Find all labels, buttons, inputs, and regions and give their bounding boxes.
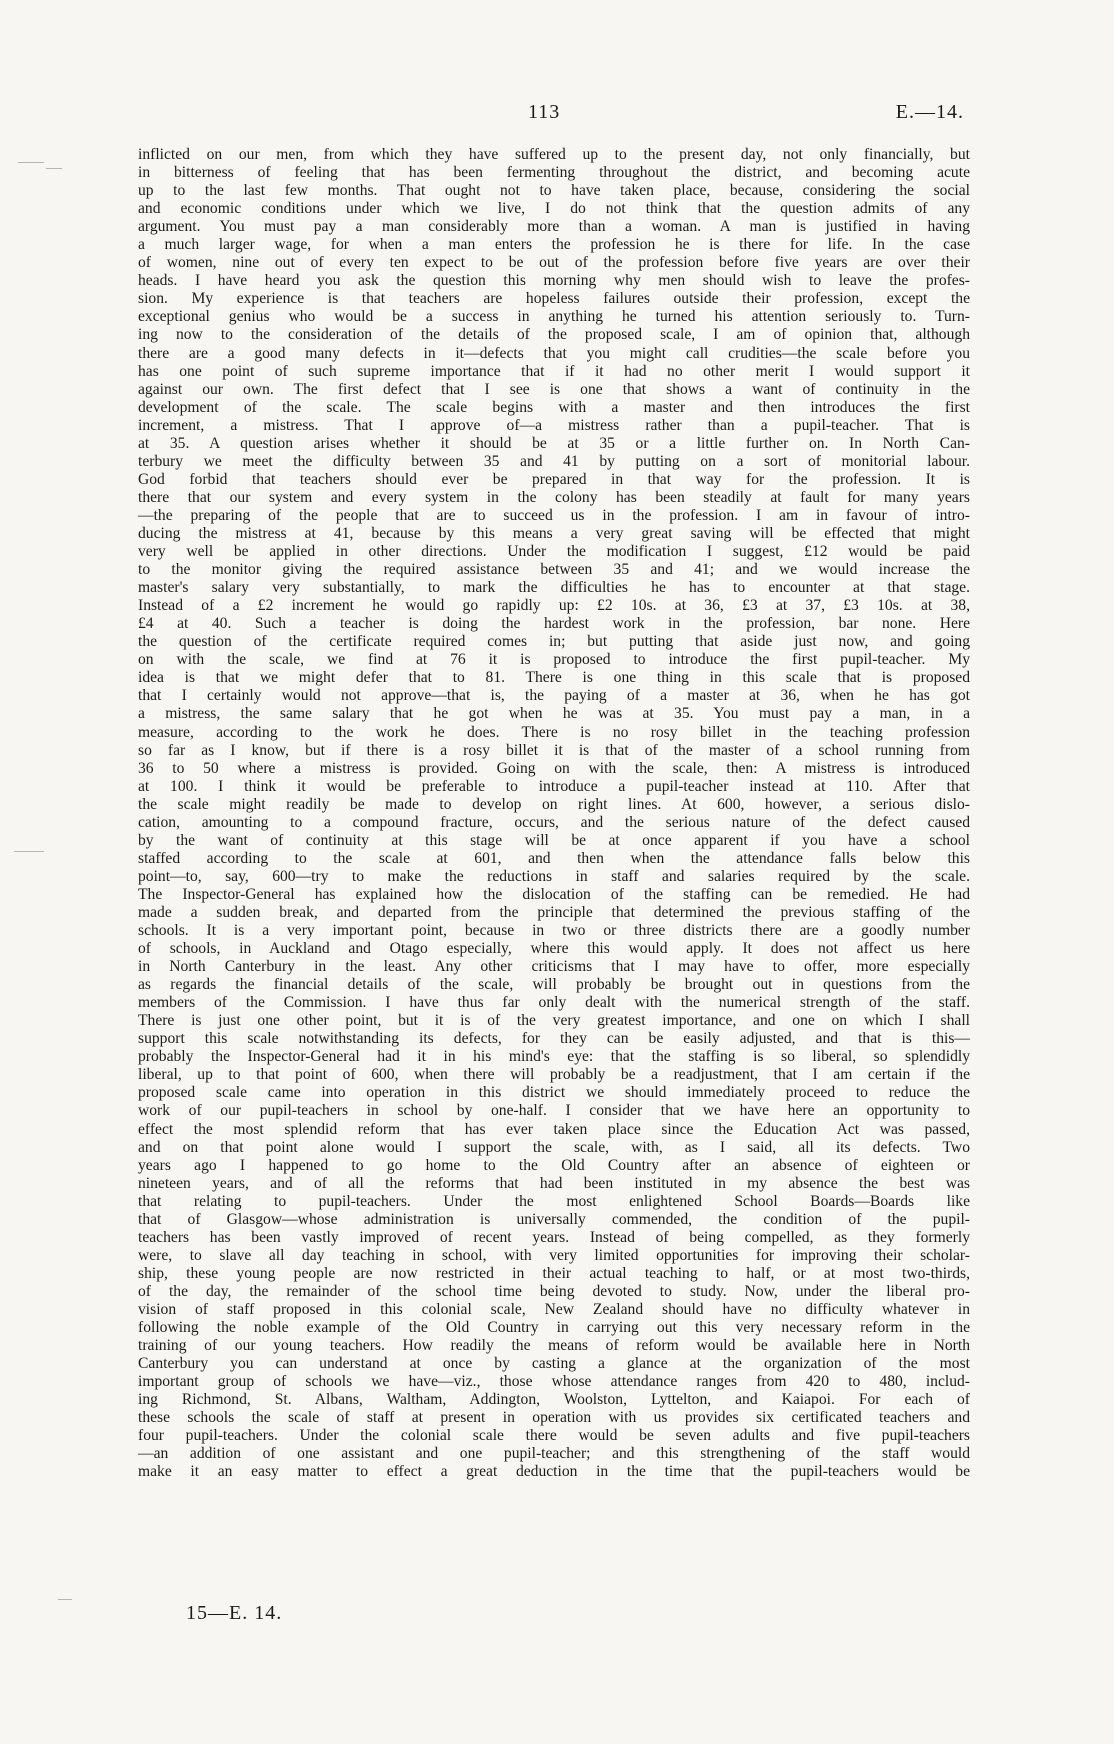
text-line: argument. You must pay a man considerably more than a woman. A man is justified in having [138,218,970,236]
text-line: God forbid that teachers should ever be prepared in that way for the profession. It is [138,470,970,488]
text-line: development of the scale. The scale begins with a master and then introduces the first [138,398,970,416]
text-line: 36 to 50 where a mistress is provided. Going on with the scale, then: A mistress is introduced [138,759,970,777]
document-reference: E.—14. [895,101,964,123]
text-line: at 35. A question arises whether it should be at 35 or a little further on. In North Can- [138,434,970,452]
text-line: ing Richmond, St. Albans, Waltham, Addington, Woolston, Lyttelton, and Kaiapoi. For each of [138,1391,970,1409]
page-number: 113 [528,101,561,123]
text-line: very well be applied in other directions. Under the modification I suggest, £12 would be paid [138,543,970,561]
text-line: ship, these young people are now restricted in their actual teaching to half, or at most two-thirds, [138,1264,970,1282]
text-line: heads. I have heard you ask the question this morning why men should wish to leave the profes- [138,272,970,290]
text-line: made a sudden break, and departed from the principle that determined the previous staffing of the [138,903,970,921]
text-line: in bitterness of feeling that has been fermenting throughout the district, and becoming acute [138,164,970,182]
margin-mark [58,1599,72,1600]
text-line: cation, amounting to a compound fracture, occurs, and the serious nature of the defect caused [138,813,970,831]
text-line: as regards the financial details of the scale, will probably be brought out in questions from the [138,976,970,994]
text-line: at 100. I think it would be preferable to introduce a pupil-teacher instead at 110. After that [138,777,970,795]
text-line: Canterbury you can understand at once by casting a glance at the organization of the most [138,1355,970,1373]
text-line: There is just one other point, but it is of the very greatest importance, and one on which I shall [138,1012,970,1030]
text-line: The Inspector-General has explained how the dislocation of the staffing can be remedied. He had [138,885,970,903]
printer-signature: 15—E. 14. [186,1602,283,1624]
text-line: training of our young teachers. How readily the means of reform would be available here in North [138,1337,970,1355]
text-line: of women, nine out of every ten expect to be out of the profession before five years are over their [138,254,970,272]
text-line: the scale might readily be made to develop on right lines. At 600, however, a serious dislo- [138,795,970,813]
text-line: ducing the mistress at 41, because by this means a very great saving will be effected that might [138,524,970,542]
text-line: idea is that we might defer that to 81. There is one thing in this scale that is proposed [138,669,970,687]
text-line: and economic conditions under which we live, I do not think that the question admits of any [138,200,970,218]
text-line: on with the scale, we find at 76 it is proposed to introduce the first pupil-teacher. My [138,651,970,669]
text-line: and on that point alone would I support the scale, with, as I said, all its defects. Two [138,1138,970,1156]
text-line: against our own. The first defect that I see is one that shows a want of continuity in the [138,380,970,398]
text-line: of schools, in Auckland and Otago especially, where this would apply. It does not affect us here [138,940,970,958]
text-line: up to the last few months. That ought not to have taken place, because, considering the social [138,182,970,200]
text-line: that relating to pupil-teachers. Under the most enlightened School Boards—Boards like [138,1192,970,1210]
text-line: nineteen years, and of all the reforms that had been instituted in my absence the best was [138,1174,970,1192]
text-line: members of the Commission. I have thus far only dealt with the numerical strength of the staff. [138,994,970,1012]
text-line: schools. It is a very important point, because in two or three districts there are a goodly number [138,922,970,940]
text-line: terbury we meet the difficulty between 35 and 41 by putting on a sort of monitorial labour. [138,452,970,470]
text-line: —the preparing of the people that are to succeed us in the profession. I am in favour of intro- [138,506,970,524]
text-line: a mistress, the same salary that he got when he was at 35. You must pay a man, in a [138,705,970,723]
text-line: £4 at 40. Such a teacher is doing the hardest work in the profession, bar none. Here [138,615,970,633]
text-line: years ago I happened to go home to the Old Country after an absence of eighteen or [138,1156,970,1174]
text-line: that I certainly would not approve—that is, the paying of a master at 36, when he has got [138,687,970,705]
text-line: ing now to the consideration of the details of the proposed scale, I am of opinion that, although [138,326,970,344]
text-line: teachers has been vastly improved of recent years. Instead of being compelled, as they formerly [138,1228,970,1246]
body-text [138,146,970,1481]
text-line: point—to, say, 600—try to make the reductions in staff and salaries required by the scale. [138,867,970,885]
text-line: has one point of such supreme importance that if it had no other merit I would support it [138,362,970,380]
text-line: a much larger wage, for when a man enters the profession he is there for life. In the case [138,236,970,254]
text-line: support this scale notwithstanding its defects, for they can be easily adjusted, and that is this— [138,1030,970,1048]
text-line: by the want of continuity at this stage will be at once apparent if you have a school [138,831,970,849]
text-line: sion. My experience is that teachers are hopeless failures outside their profession, except the [138,290,970,308]
text-line: of the day, the remainder of the school time being devoted to study. Now, under the liberal pro- [138,1282,970,1300]
text-line: important group of schools we have—viz., those whose attendance ranges from 420 to 480, includ- [138,1373,970,1391]
text-line: master's salary very substantially, to mark the difficulties he has to encounter at that stage. [138,579,970,597]
text-line: in North Canterbury in the least. Any other criticisms that I may have to offer, more especially [138,958,970,976]
text-line: make it an easy matter to effect a great deduction in the time that the pupil-teachers would be [138,1463,970,1481]
text-line: probably the Inspector-General had it in his mind's eye: that the staffing is so liberal, so splendidly [138,1048,970,1066]
text-line: —an addition of one assistant and one pupil-teacher; and this strengthening of the staff would [138,1445,970,1463]
text-line: Instead of a £2 increment he would go rapidly up: £2 10s. at 36, £3 at 37, £3 10s. at 38, [138,597,970,615]
text-line: the question of the certificate required comes in; but putting that aside just now, and going [138,633,970,651]
text-line: that of Glasgow—whose administration is universally commended, the condition of the pupil- [138,1210,970,1228]
margin-mark [14,851,44,852]
text-line: work of our pupil-teachers in school by one-half. I consider that we have here an opportunity to [138,1102,970,1120]
text-line: to the monitor giving the required assistance between 35 and 41; and we would increase the [138,561,970,579]
text-line: following the noble example of the Old Country in carrying out this very necessary reform in the [138,1319,970,1337]
text-line: exceptional genius who would be a success in anything he turned his attention seriously to. Turn- [138,308,970,326]
text-line: four pupil-teachers. Under the colonial scale there would be seven adults and five pupil-teachers [138,1427,970,1445]
text-line: proposed scale came into operation in this district we should immediately proceed to reduce the [138,1084,970,1102]
text-line: were, to slave all day teaching in school, with very limited opportunities for improving their scholar- [138,1246,970,1264]
margin-mark [18,162,44,163]
text-line: staffed according to the scale at 601, and then when the attendance falls below this [138,849,970,867]
text-line: effect the most splendid reform that has ever taken place since the Education Act was passed, [138,1120,970,1138]
text-line: there that our system and every system in the colony has been steadily at fault for many years [138,488,970,506]
text-line: so far as I know, but if there is a rosy billet it is that of the master of a school running from [138,741,970,759]
text-line: increment, a mistress. That I approve of—a mistress rather than a pupil-teacher. That is [138,416,970,434]
text-line: there are a good many defects in it—defects that you might call crudities—the scale before you [138,344,970,362]
text-line: liberal, up to that point of 600, when there will probably be a readjustment, that I am certain if the [138,1066,970,1084]
text-line: these schools the scale of staff at present in operation with us provides six certificated teachers and [138,1409,970,1427]
text-line: vision of staff proposed in this colonial scale, New Zealand should have no difficulty whatever in [138,1301,970,1318]
text-line: inflicted on our men, from which they have suffered up to the present day, not only financially, but [138,146,970,163]
margin-mark [46,168,62,169]
text-line: measure, according to the work he does. There is no rosy billet in the teaching profession [138,723,970,741]
